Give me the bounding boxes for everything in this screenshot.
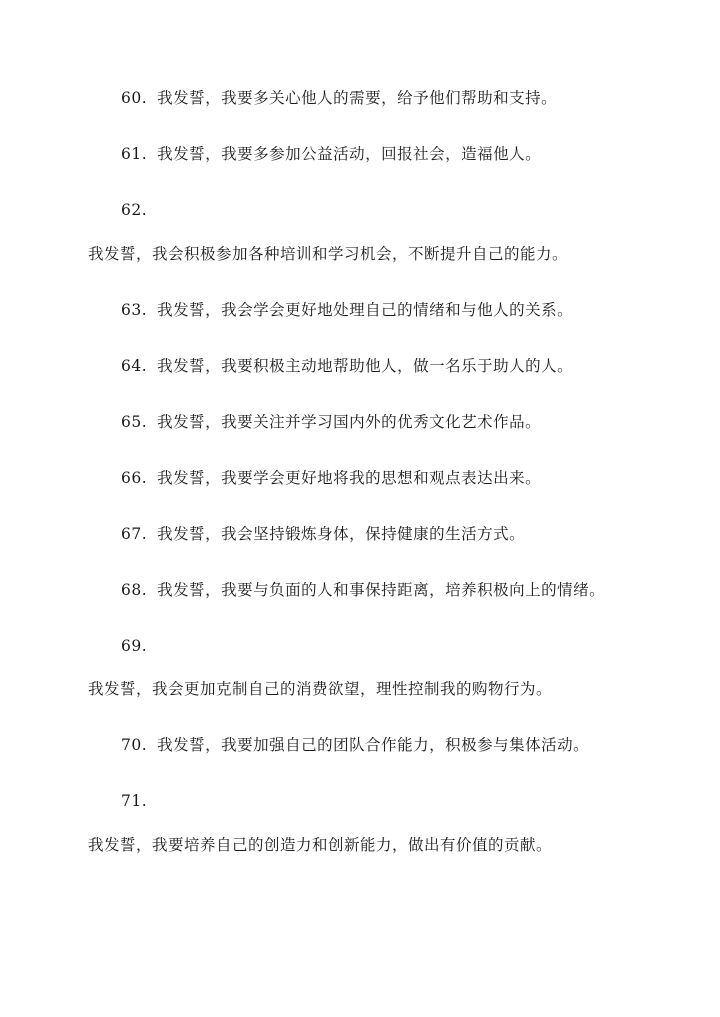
item-text: 我发誓，我要培养自己的创造力和创新能力，做出有价值的贡献。 [88, 836, 553, 854]
item-number: 68. [121, 581, 148, 599]
item-number: 65. [121, 413, 148, 431]
item-number: 71. [121, 792, 148, 810]
list-item [121, 580, 605, 600]
item-text: 我发誓，我要多参加公益活动，回报社会，造福他人。 [157, 145, 542, 163]
item-number: 63. [121, 301, 148, 319]
list-item [121, 468, 541, 488]
list-item [121, 88, 557, 108]
item-text: 我发誓，我会更加克制自己的消费欲望，理性控制我的购物行为。 [88, 680, 553, 698]
item-text: 我发誓，我要积极主动地帮助他人，做一名乐于助人的人。 [157, 357, 574, 375]
list-item [121, 300, 573, 320]
item-number: 61. [121, 145, 148, 163]
item-number: 67. [121, 525, 148, 543]
item-number: 66. [121, 469, 148, 487]
item-number: 69. [121, 637, 148, 655]
item-text: 我发誓，我要多关心他人的需要，给予他们帮助和支持。 [157, 89, 558, 107]
item-text: 我发誓，我会坚持锻炼身体，保持健康的生活方式。 [157, 525, 526, 543]
list-item [121, 735, 589, 755]
list-item [121, 524, 525, 544]
item-number: 70. [121, 736, 148, 754]
item-number: 60. [121, 89, 148, 107]
item-number: 64. [121, 357, 148, 375]
item-text: 我发誓，我要加强自己的团队合作能力，积极参与集体活动。 [157, 736, 590, 754]
item-text: 我发誓，我会积极参加各种培训和学习机会，不断提升自己的能力。 [88, 245, 569, 263]
item-number: 62. [121, 201, 148, 219]
list-item [121, 144, 541, 164]
item-text: 我发誓，我要与负面的人和事保持距离，培养积极向上的情绪。 [157, 581, 606, 599]
list-item [121, 412, 541, 432]
item-text: 我发誓，我会学会更好地处理自己的情绪和与他人的关系。 [157, 301, 574, 319]
item-text: 我发誓，我要关注并学习国内外的优秀文化艺术作品。 [157, 413, 542, 431]
list-item [121, 356, 573, 376]
item-text: 我发誓，我要学会更好地将我的思想和观点表达出来。 [157, 469, 542, 487]
